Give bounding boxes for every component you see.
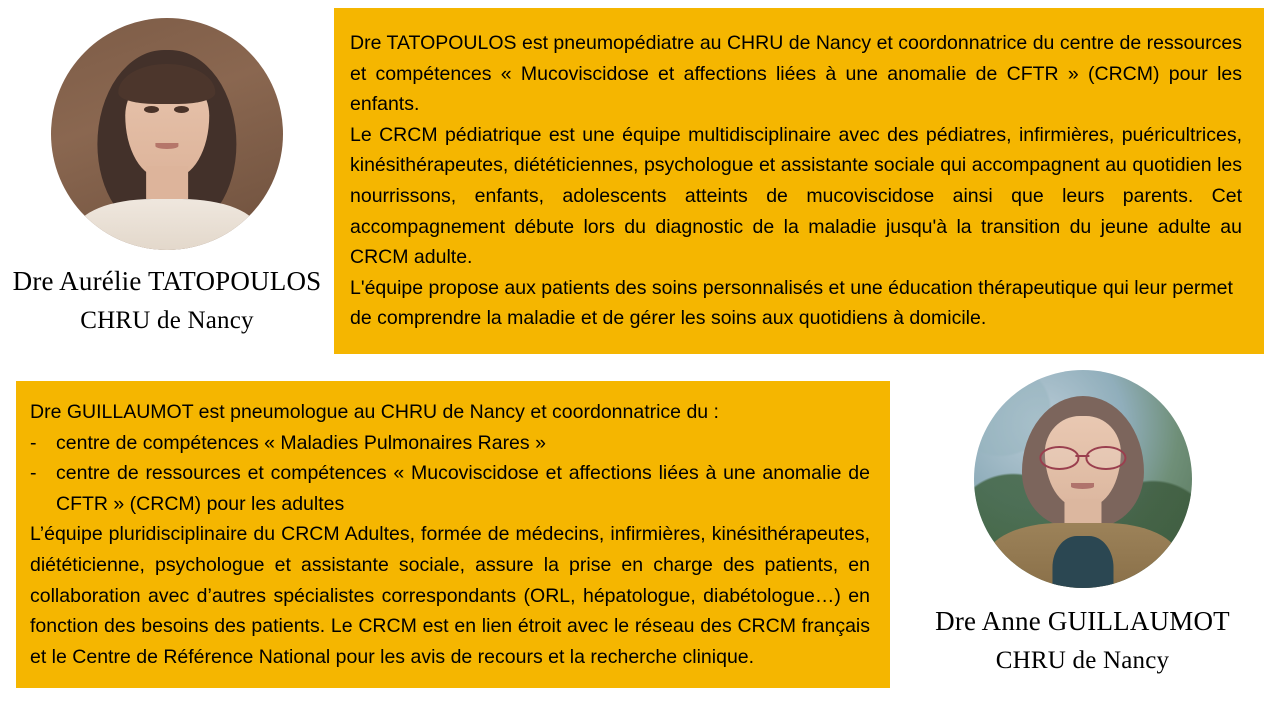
neck-shape [146, 166, 188, 198]
glasses-bridge-shape [1076, 455, 1090, 457]
bullet-marker: - [30, 462, 37, 485]
text-panel-tatopoulos [334, 8, 1264, 354]
panel-tatopoulos-paragraph-1: Dre TATOPOULOS est pneumopédiatre au CHRU de Nancy et coordonnatrice du centre de ressources et compétences « Mucoviscidose et affections liées à une anomalie de CFTR » (CRCM) pour les enfants. [350, 32, 1242, 116]
profile-org-tatopoulos: CHRU de Nancy [80, 307, 254, 334]
panel-tatopoulos-paragraph-2: Le CRCM pédiatrique est une équipe multidisciplinaire avec des pédiatres, infirmières, puéricultrices, kinésithérapeutes, diététiciennes, psychologue et assistante sociale qui accompagnent au quotidien les nourrissons, enfants, adolescents atteints de mucoviscidose ainsi que leurs parents. Cet accompagnement débute lors du diagnostic de la maladie jusqu'à la transition du jeune adulte au CRCM adulte. [350, 123, 1242, 269]
list-item [30, 458, 870, 519]
text-panel-guillaumot [16, 381, 890, 688]
lens-right-shape [1085, 446, 1126, 470]
panel-guillaumot-bullet-list [30, 428, 870, 520]
portrait-tatopoulos-image [51, 18, 283, 250]
panel-guillaumot-intro: Dre GUILLAUMOT est pneumologue au CHRU de Nancy et coordonnatrice du : [30, 401, 719, 423]
glasses-icon [1039, 446, 1126, 466]
eye-left-shape [144, 106, 159, 113]
neck-shape [1064, 499, 1101, 525]
panel-guillaumot-body: L’équipe pluridisciplinaire du CRCM Adultes, formée de médecins, infirmières, kinésithérapeutes, diététicienne, psychologue et assistante sociale, assure la prise en charge des patients, en collaboration avec d’autres spécialistes correspondants (ORL, hépatologue, diabétologue…) en fonction des besoins des patients. Le CRCM est en lien étroit avec le réseau des CRCM français et le Centre de Référence National pour les avis de recours et la recherche clinique. [30, 523, 870, 668]
portrait-illustration [51, 18, 283, 250]
profile-guillaumot [905, 370, 1260, 675]
clothing-shape [77, 199, 258, 250]
panel-tatopoulos-paragraph-3: L'équipe propose aux patients des soins personnalisés et une éducation thérapeutique qui leur permet de comprendre la maladie et de gérer les soins aux quotidiens à domicile. [350, 276, 1233, 330]
bullet-text: centre de compétences « Maladies Pulmonaires Rares » [56, 431, 546, 454]
bullet-text: centre de ressources et compétences « Mucoviscidose et affections liées à une anomalie de CFTR » (CRCM) pour les adultes [56, 462, 870, 515]
portrait-illustration [974, 370, 1192, 588]
shirt-shape [1052, 536, 1113, 588]
bullet-marker: - [30, 431, 37, 454]
portrait-guillaumot-image [974, 370, 1192, 588]
profile-name-guillaumot: Dre Anne GUILLAUMOT [935, 606, 1230, 636]
profile-org-guillaumot: CHRU de Nancy [995, 647, 1170, 674]
profile-tatopoulos [12, 18, 322, 335]
profile-name-tatopoulos: Dre Aurélie TATOPOULOS [12, 266, 322, 296]
list-item [30, 428, 870, 459]
lens-left-shape [1039, 446, 1080, 470]
